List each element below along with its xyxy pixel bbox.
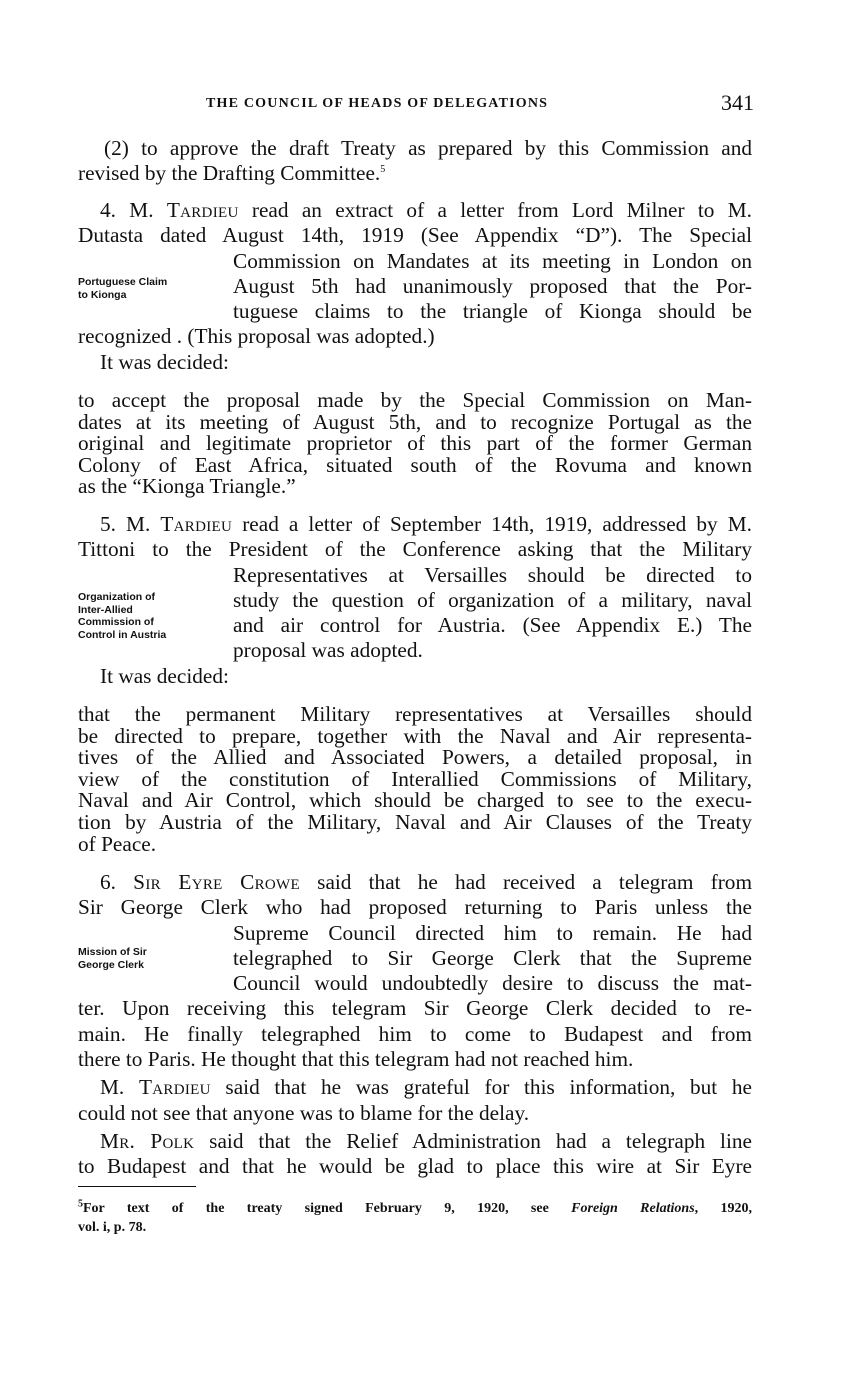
sidenote-line: Mission of Sir xyxy=(78,946,147,958)
footnote-pre: For text of the treaty signed February 9, 1920, see xyxy=(83,1201,572,1216)
item5-line: Tittoni to the President of the Conference asking that the Military xyxy=(78,537,752,562)
footnote-ref: 5 xyxy=(380,164,386,176)
item5-line: proposal was adopted. xyxy=(233,638,423,663)
item-4 xyxy=(78,198,752,375)
item6-line: there to Paris. He thought that this telegram had not reached him. xyxy=(78,1047,634,1072)
item4-num: 4. M. xyxy=(100,198,167,222)
resolution-line: to accept the proposal made by the Special Commission on Man- xyxy=(78,388,752,412)
item4-line-2: Dutasta dated August 14th, 1919 (See Appendix “D”). The Special xyxy=(78,223,752,248)
speaker-polk: Mr. Polk xyxy=(100,1128,195,1153)
resolution-line: view of the constitution of Interallied Commissions of Military, xyxy=(78,766,752,791)
item-6 xyxy=(78,870,752,1180)
speaker-crowe: Sir Eyre Crowe xyxy=(133,870,300,894)
page-number: 341 xyxy=(721,90,754,115)
tardieu-line-1 xyxy=(78,1075,752,1100)
item6-num: 6. xyxy=(100,870,134,894)
footnote-line-2: vol. i, p. 78. xyxy=(78,1220,147,1235)
footnote xyxy=(78,1199,752,1237)
polk-line-1 xyxy=(78,1129,752,1154)
running-head xyxy=(78,90,754,120)
item5-line-1 xyxy=(78,512,752,537)
item6-line-1-rest: said that he had received a telegram from xyxy=(299,870,753,894)
sidenote-line: Organization of xyxy=(78,591,155,603)
item4-line-6: recognized . (This proposal was adopted.) xyxy=(78,324,435,349)
speaker-tardieu: Tardieu xyxy=(160,512,233,536)
item6-line: Council would undoubtedly desire to discuss the mat- xyxy=(233,971,752,996)
tardieu-line-2: could not see that anyone was to blame for the delay. xyxy=(78,1100,530,1125)
sidenote-line: Inter-Allied xyxy=(78,603,133,616)
item5-resolution xyxy=(78,704,752,855)
item4-line-1-rest: read an extract of a letter from Lord Milner to M. xyxy=(238,198,752,222)
item4-line-1 xyxy=(78,198,752,223)
sidenote-line: Portuguese Claim xyxy=(78,276,168,288)
item5-line-1-rest: read a letter of September 14th, 1919, addressed by M. xyxy=(232,512,752,536)
item4-decided: It was decided: xyxy=(100,349,229,374)
item4-resolution xyxy=(78,390,752,498)
item5-line: study the question of organization of a military, naval xyxy=(233,587,752,612)
item6-line-1 xyxy=(78,870,752,895)
item4-line-3: Commission on Mandates at its meeting in London on xyxy=(233,248,752,273)
polk-rest: said that the Relief Administration had a telegraph line xyxy=(194,1128,752,1153)
item4-line-4: August 5th had unanimously proposed that the Por- xyxy=(233,273,752,298)
resolution-line: Naval and Air Control, which should be charged to see to the execu- xyxy=(78,788,752,813)
sidenote-line: to Kionga xyxy=(78,288,127,301)
resolution-line: that the permanent Military representatives at Versailles should xyxy=(78,702,752,726)
item6-line: telegraphed to Sir George Clerk that the Supreme xyxy=(233,945,752,970)
sidenote-line: Control in Austria xyxy=(78,628,167,641)
sidenote-line: Commission of xyxy=(78,616,154,628)
item5-line: and air control for Austria. (See Appendix E.) The xyxy=(233,613,752,638)
running-title: THE COUNCIL OF HEADS OF DELEGATIONS xyxy=(206,96,549,111)
sidenote-line: George Clerk xyxy=(78,958,144,971)
item-5 xyxy=(78,512,752,689)
footnote-marker: 5 xyxy=(78,1198,83,1210)
resolution-line: Colony of East Africa, situated south of the Rovuma and known xyxy=(78,452,752,477)
resolution-line: as the “Kionga Triangle.” xyxy=(78,474,296,499)
polk-line-2: to Budapest and that he would be glad to place this wire at Sir Eyre xyxy=(78,1154,752,1179)
footnote-title: Foreign Relations xyxy=(571,1201,695,1216)
sidenote-mission-george-clerk xyxy=(78,946,147,971)
resolution-line: tives of the Allied and Associated Powers, a detailed proposal, in xyxy=(78,745,752,770)
footnote-rule xyxy=(78,1186,196,1187)
tardieu-pre: M. xyxy=(100,1075,139,1100)
item6-line: Sir George Clerk who had proposed returning to Paris unless the xyxy=(78,895,752,920)
tardieu-rest: said that he was grateful for this information, but he xyxy=(210,1075,752,1100)
footnote-line-1 xyxy=(78,1199,752,1218)
resolution-line: original and legitimate proprietor of this part of the former German xyxy=(78,431,752,456)
item5-line: Representatives at Versailles should be directed to xyxy=(233,562,752,587)
item5-num: 5. M. xyxy=(100,512,161,536)
intro-line-1: (2) to approve the draft Treaty as prepared by this Commission and xyxy=(104,136,752,160)
item4-line-5: tuguese claims to the triangle of Kionga should be xyxy=(233,299,752,324)
resolution-line: of Peace. xyxy=(78,831,157,856)
speaker-tardieu: Tardieu xyxy=(138,1075,211,1100)
resolution-line: tion by Austria of the Military, Naval and Air Clauses of the Treaty xyxy=(78,809,752,834)
resolution-line: be directed to prepare, together with the Naval and Air representa- xyxy=(78,723,752,748)
resolution-line: dates at its meeting of August 5th, and to recognize Portugal as the xyxy=(78,409,752,434)
item5-decided: It was decided: xyxy=(100,663,229,688)
sidenote-organization-control-austria xyxy=(78,591,166,641)
speaker-tardieu: Tardieu xyxy=(166,198,239,222)
intro-line-2 xyxy=(78,161,752,186)
intro-paragraph xyxy=(78,136,752,187)
sidenote-portuguese-claim xyxy=(78,276,167,301)
item6-line: main. He finally telegraphed him to come to Budapest and from xyxy=(78,1021,752,1046)
intro-line-2-text: revised by the Drafting Committee. xyxy=(78,161,381,186)
item6-line: ter. Upon receiving this telegram Sir George Clerk decided to re- xyxy=(78,996,752,1021)
footnote-post: , 1920, xyxy=(694,1201,752,1216)
item6-line: Supreme Council directed him to remain. He had xyxy=(233,920,752,945)
